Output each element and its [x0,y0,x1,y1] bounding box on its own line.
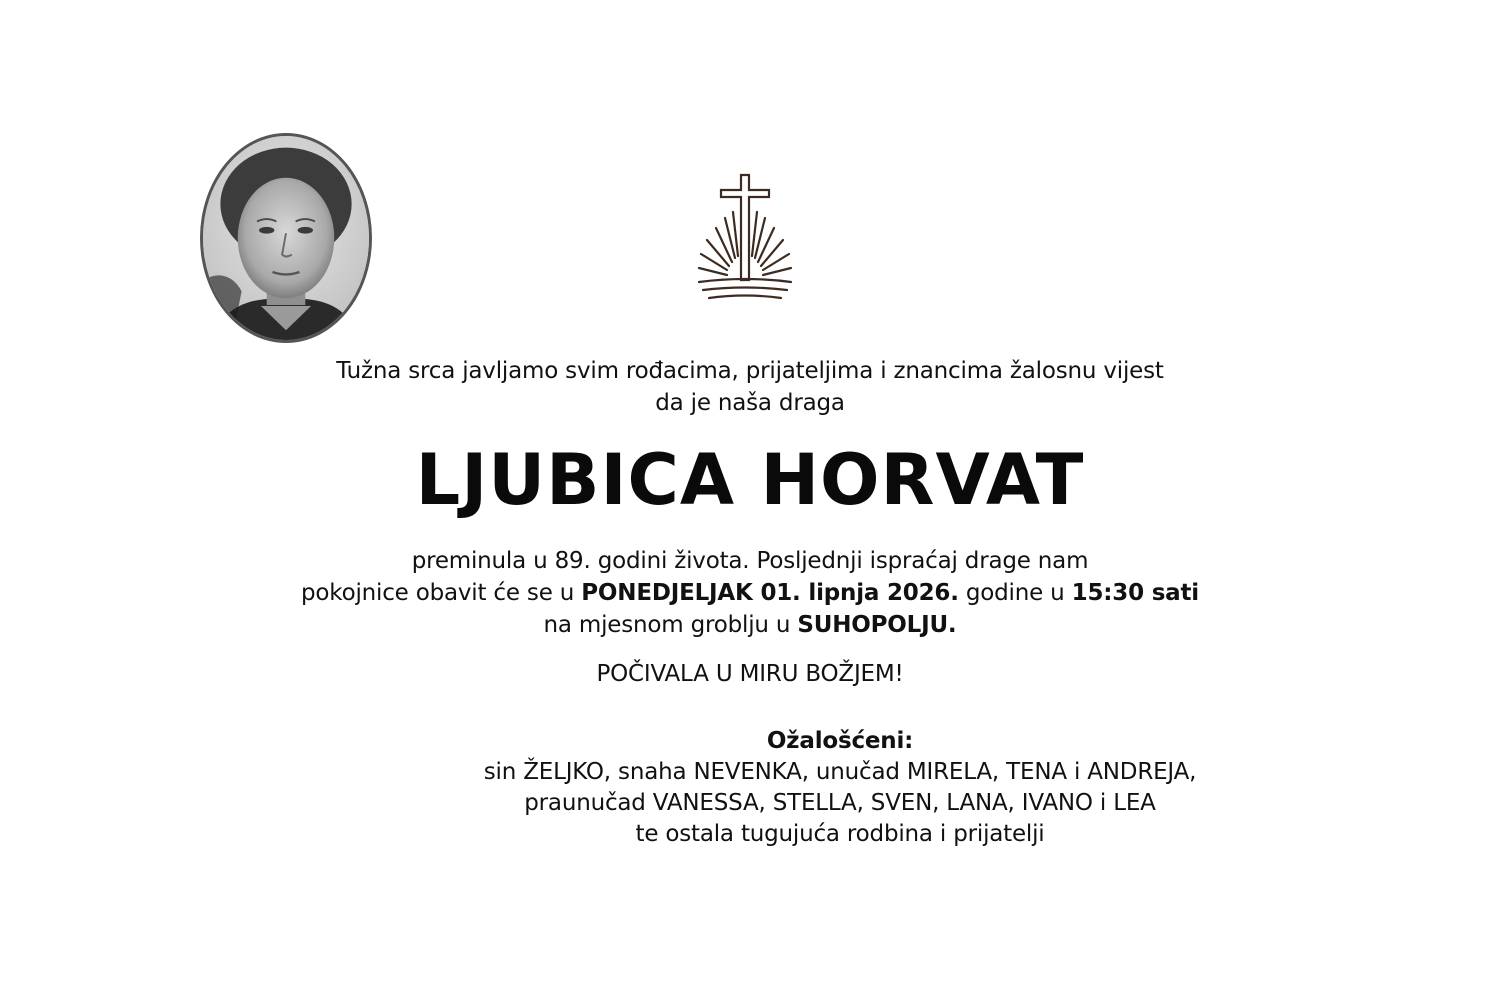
portrait-image [203,136,369,340]
mourners-line-2: praunučad VANESSA, STELLA, SVEN, LANA, IVANO i LEA [524,790,1156,816]
details-line-2 [0,577,1500,609]
portrait-photo [200,133,372,343]
deceased-name: LJUBICA HORVAT [415,439,1085,521]
cross-sunrise-icon [695,172,795,304]
details-line-3-prefix: na mjesnom groblju u [543,612,798,638]
funeral-date: PONEDJELJAK 01. lipnja 2026. [581,580,959,606]
details-line-2-prefix: pokojnice obavit će se u [301,580,582,606]
mourners-heading [90,725,1500,757]
rest-in-peace: POČIVALA U MIRU BOŽJEM! [596,661,904,687]
intro-line-2: da je naša draga [655,390,845,416]
mourners-line-3: te ostala tugujuća rodbina i prijatelji [635,821,1045,847]
mourners-heading-text: Ožalošćeni: [766,728,914,754]
details-line-2-mid: godine u [958,580,1072,606]
details-line-3 [0,609,1500,641]
mourners-line-1: sin ŽELJKO, snaha NEVENKA, unučad MIRELA, TENA i ANDREJA, [483,759,1197,785]
funeral-place: SUHOPOLJU. [797,612,957,638]
details-line-1: preminula u 89. godini života. Posljednji ispraćaj drage nam [411,548,1089,574]
intro-line-1: Tužna srca javljamo svim rođacima, prijateljima i znancima žalosnu vijest [336,358,1164,384]
funeral-time: 15:30 sati [1071,580,1199,606]
